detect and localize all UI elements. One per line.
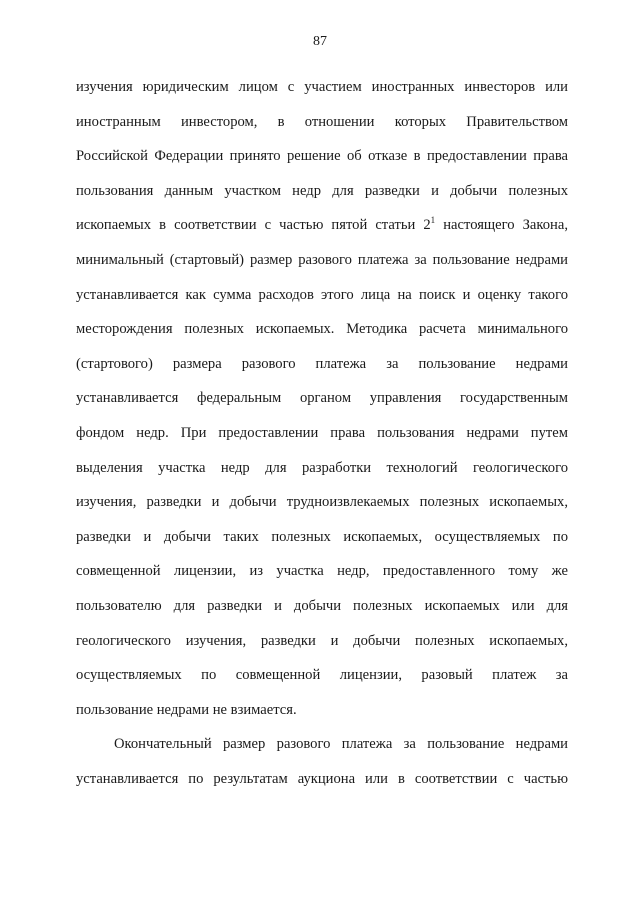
paragraph-1 xyxy=(76,70,568,727)
text-line: осуществляемых по совмещенной лицензии, разовый платеж за xyxy=(76,667,568,684)
text-line: Окончательный размер разового платежа за пользование недрами xyxy=(114,736,568,753)
text-line: изучения юридическим лицом с участием иностранных инвесторов или xyxy=(76,79,568,95)
text-line: иностранным инвестором, в отношении которых Правительством xyxy=(76,113,568,130)
text-segment: ископаемых в соответствии с частью пятой статьи 2 xyxy=(76,217,431,234)
text-line: совмещенной лицензии, из участка недр, предоставленного тому же xyxy=(76,563,568,580)
text-line: пользования данным участком недр для разведки и добычи полезных xyxy=(76,182,568,199)
text-line: геологического изучения, разведки и добычи полезных ископаемых, xyxy=(76,632,568,649)
text-line: пользователю для разведки и добычи полезных ископаемых или для xyxy=(76,597,568,614)
text-line: устанавливается федеральным органом управления государственным xyxy=(76,390,568,407)
text-line: Российской Федерации принято решение об отказе в предоставлении права xyxy=(76,148,568,165)
text-line: (стартового) размера разового платежа за пользование недрами xyxy=(76,355,568,372)
text-line: пользование недрами не взимается. xyxy=(76,701,297,718)
paragraph-2 xyxy=(76,727,568,796)
text-line xyxy=(76,208,568,243)
text-line: фондом недр. При предоставлении права пользования недрами путем xyxy=(76,424,568,441)
text-line: устанавливается как сумма расходов этого лица на поиск и оценку такого xyxy=(76,286,568,303)
text-line: разведки и добычи таких полезных ископаемых, осуществляемых по xyxy=(76,528,568,545)
text-line: устанавливается по результатам аукциона или в соответствии с частью xyxy=(76,770,568,787)
text-line: выделения участка недр для разработки технологий геологического xyxy=(76,459,568,476)
text-line: месторождения полезных ископаемых. Методика расчета минимального xyxy=(76,321,568,338)
body-text xyxy=(76,70,568,796)
text-line: минимальный (стартовый) размер разового платежа за пользование недрами xyxy=(76,251,568,268)
text-segment: настоящего Закона, xyxy=(435,217,568,234)
superscript: 1 xyxy=(430,215,436,226)
page-number: 87 xyxy=(313,34,327,49)
text-line: изучения, разведки и добычи трудноизвлекаемых полезных ископаемых, xyxy=(76,494,568,511)
